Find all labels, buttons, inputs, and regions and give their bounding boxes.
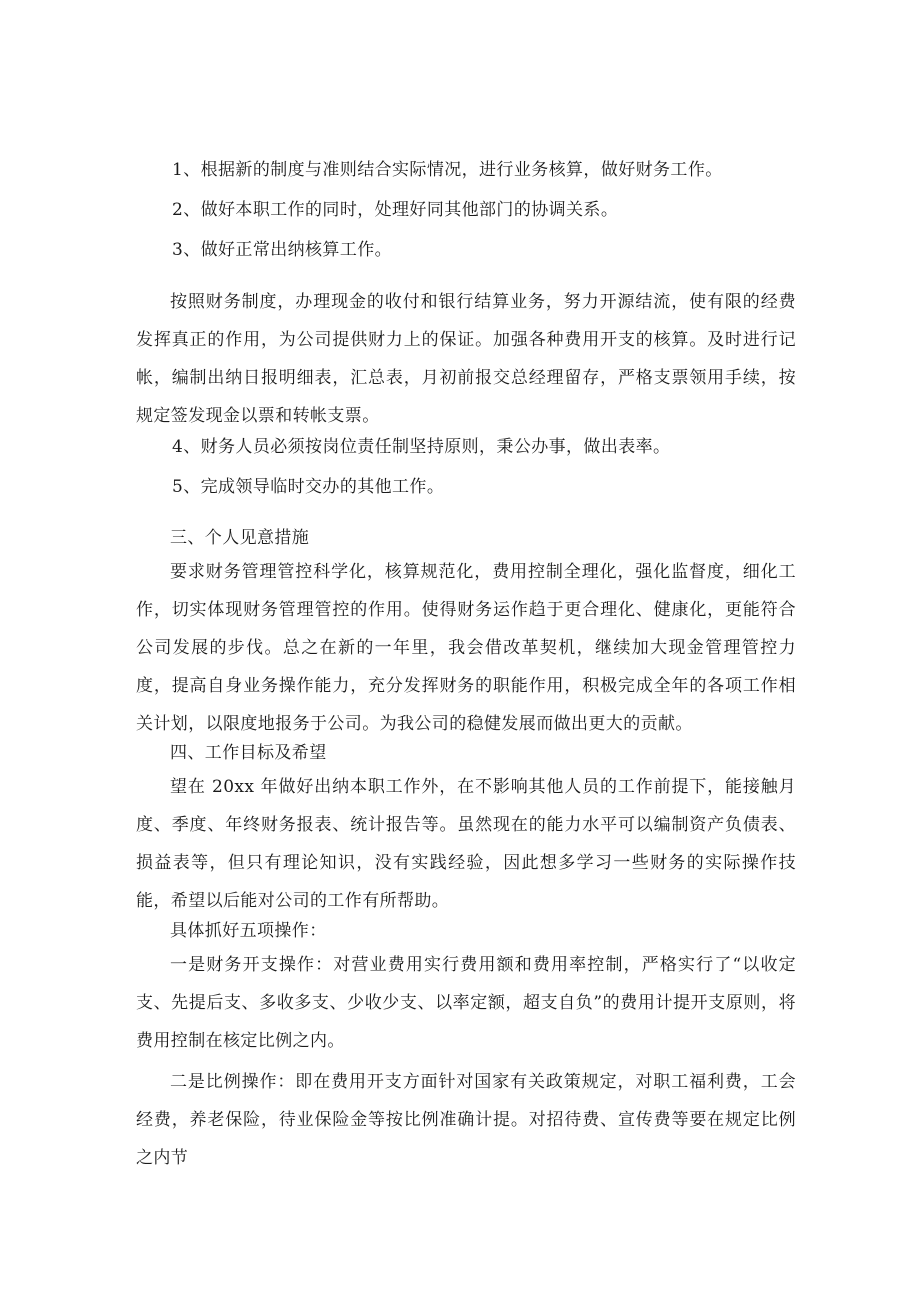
list-item-4: 4、财务人员必须按岗位责任制坚持原则，秉公办事，做出表率。: [172, 437, 671, 457]
operation-2: 二是比例操作：即在费用开支方面针对国家有关政策规定，对职工福利费，工会经费，养老保险，待业保险金等按比例准确计提。对招待费、宣传费等要在规定比例之内节: [136, 1072, 796, 1168]
list-item-2: 2、做好本职工作的同时，处理好同其他部门的协调关系。: [172, 200, 619, 220]
paragraph-measures: 要求财务管理管控科学化，核算规范化，费用控制全理化，强化监督度，细化工作，切实体现财务管理管控的作用。使得财务运作趋于更合理化、健康化，更能符合公司发展的步伐。总之在新的一年里，我会借改革契机，继续加大现金管理管控力度，提高自身业务操作能力，充分发挥财务的职能作用，积极完成全年的各项工作相关计划，以限度地报务于公司。为我公司的稳健发展而做出更大的贡献。: [136, 562, 796, 734]
section-heading-4: 四、工作目标及希望: [170, 743, 327, 763]
list-item-5: 5、完成领导临时交办的其他工作。: [172, 477, 445, 497]
paragraph-cash-management: 按照财务制度，办理现金的收付和银行结算业务，努力开源结流，使有限的经费发挥真正的作用，为公司提供财力上的保证。加强各种费用开支的核算。及时进行记帐，编制出纳日报明细表，汇总表，月初前报交总经理留存，严格支票领用手续，按规定签发现金以票和转帐支票。: [136, 292, 796, 426]
section-heading-3: 三、个人见意措施: [170, 528, 310, 548]
list-item-3: 3、做好正常出纳核算工作。: [172, 240, 393, 260]
list-item-1: 1、根据新的制度与准则结合实际情况，进行业务核算，做好财务工作。: [172, 160, 723, 180]
paragraph-goals: 望在 20xx 年做好出纳本职工作外，在不影响其他人员的工作前提下，能接触月度、季度、年终财务报表、统计报告等。虽然现在的能力水平可以编制资产负债表、损益表等，但只有理论知识，没有实践经验，因此想多学习一些财务的实际操作技能，希望以后能对公司的工作有所帮助。: [136, 777, 797, 911]
operation-1: 一是财务开支操作：对营业费用实行费用额和费用率控制，严格实行了“以收定支、先提后支、多收多支、少收少支、以率定额，超支自负”的费用计提开支原则，将费用控制在核定比例之内。: [136, 955, 796, 1051]
five-operations-intro: 具体抓好五项操作：: [170, 921, 327, 941]
